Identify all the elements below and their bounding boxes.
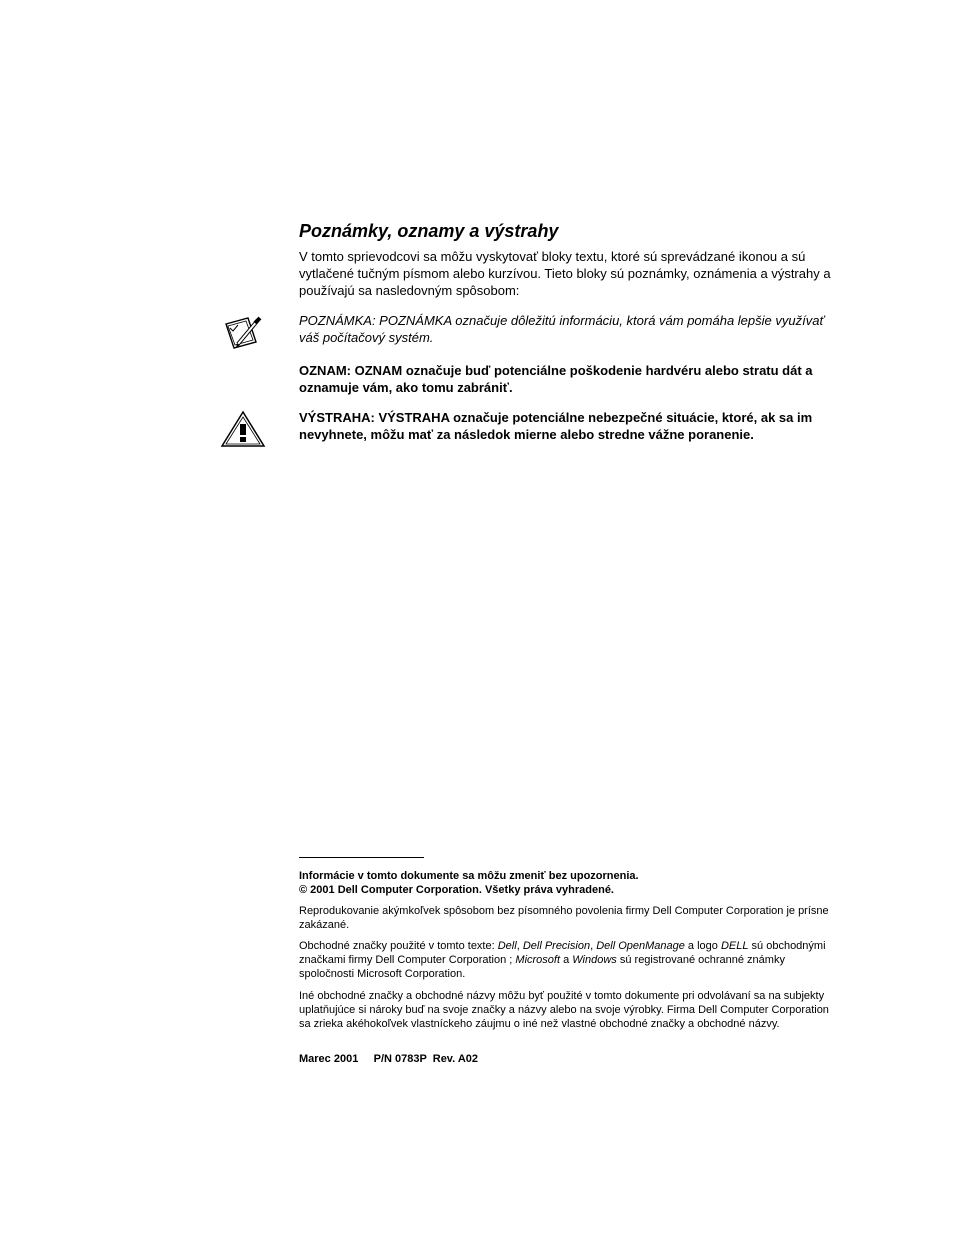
change-notice-line: Informácie v tomto dokumente sa môžu zmeniť bez upozornenia. [299, 870, 639, 882]
note-pencil-icon [222, 314, 264, 352]
warning-text: VÝSTRAHA: VÝSTRAHA označuje potenciálne nebezpečné situácie, ktoré, ak sa im nevyhnete, môžu mať za následok mierne alebo stredne vážne poranenie. [299, 410, 813, 442]
trademark-windows: Windows [572, 954, 617, 966]
trademark-dell-openmanage: Dell OpenManage [596, 940, 685, 952]
note-text: POZNÁMKA: POZNÁMKA označuje dôležitú informáciu, ktorá vám pomáha lepšie využívať váš počítačový systém. [299, 313, 825, 345]
footnote-divider [299, 857, 424, 858]
trademark-text: sú registrované ochranné známky spoločnosti Microsoft Corporation. [299, 954, 785, 980]
section-title: Poznámky, oznamy a výstrahy [299, 221, 559, 241]
trademark-dell: Dell [497, 940, 517, 952]
trademark-microsoft: Microsoft [515, 954, 561, 966]
intro-paragraph: V tomto sprievodcovi sa môžu vyskytovať bloky textu, ktoré sú sprevádzané ikonou a sú vytlačené tučným písmom alebo kurzívou. Tieto bloky sú poznámky, oznámenia a výstrahy a používajú sa nasledovným spôsobom: [299, 249, 831, 298]
trademark-separator: , [590, 940, 597, 952]
trademark-dell-logo: DELL [720, 940, 749, 952]
publication-info [299, 1052, 833, 1066]
other-trademarks-notice: Iné obchodné značky a obchodné názvy môžu byť použité v tomto dokumente pri odvolávaní sa na subjekty uplatňujúce si nároky buď na svoje značky a názvy alebo na svoje výrobky. Firma Dell Computer Corporation sa zrieka akéhokoľvek vlastníckeho záujmu o iné než vlastné obchodné značky a obchodné názvy. [299, 990, 829, 1030]
warning-triangle-icon [220, 410, 266, 448]
reproduction-notice: Reprodukovanie akýmkoľvek spôsobom bez písomného povolenia firmy Dell Computer Corporation je prísne zakázané. [299, 905, 829, 931]
trademark-text: sú obchodnými značkami firmy Dell Computer Corporation ; [299, 940, 826, 966]
trademark-text: a logo [684, 940, 721, 952]
notice-text: OZNAM: OZNAM označuje buď potenciálne poškodenie hardvéru alebo stratu dát a oznamuje vám, ako tomu zabrániť. [299, 363, 813, 395]
publication-date: Marec 2001 [299, 1053, 359, 1065]
trademark-text: a [560, 954, 573, 966]
trademark-dell-precision: Dell Precision [522, 940, 591, 952]
trademark-text: Obchodné značky použité v tomto texte: [299, 940, 498, 952]
trademarks-notice [299, 939, 833, 981]
change-notice [299, 869, 833, 897]
trademark-separator: , [516, 940, 523, 952]
copyright-line: © 2001 Dell Computer Corporation. Všetky práva vyhradené. [299, 884, 614, 896]
part-number: P/N 0783P [373, 1053, 427, 1065]
revision: Rev. A02 [432, 1053, 478, 1065]
